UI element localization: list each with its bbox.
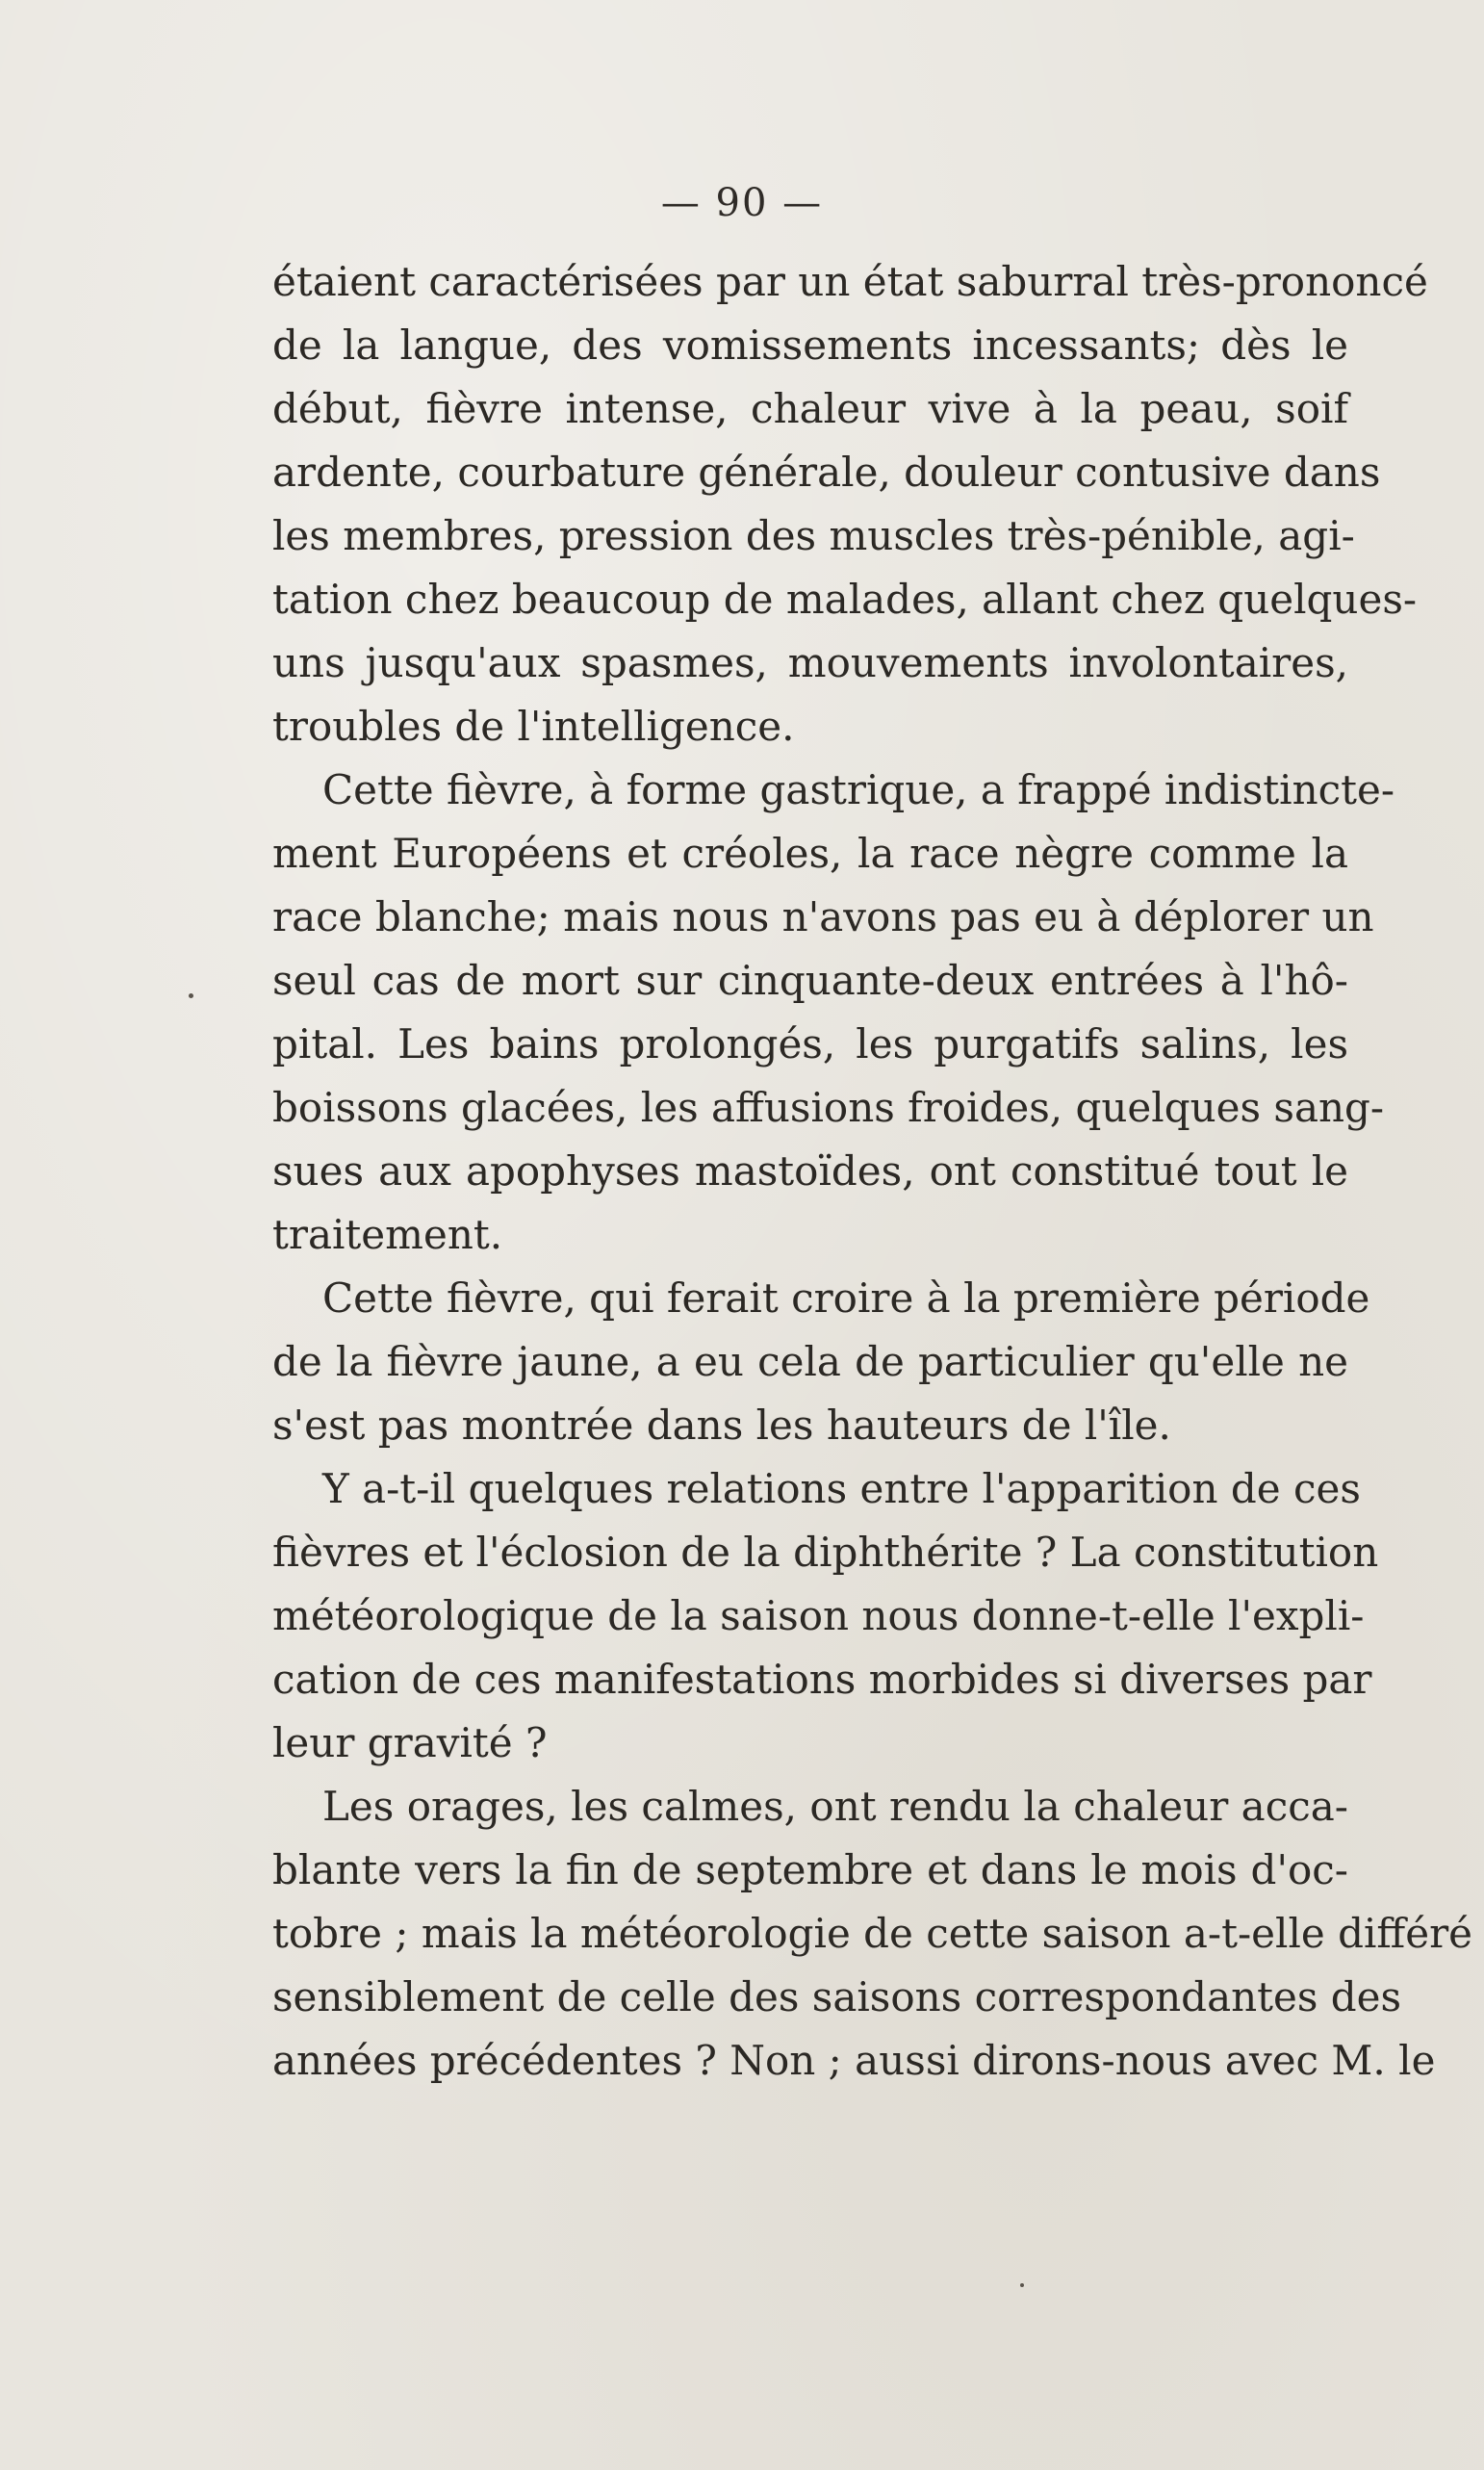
text-line: début, fièvre intense, chaleur vive à la peau, soif bbox=[272, 385, 1348, 432]
text-line: les membres, pression des muscles très-pénible, agi- bbox=[272, 512, 1355, 559]
text-line: blante vers la fin de septembre et dans le mois d'oc- bbox=[272, 1846, 1348, 1893]
paragraph-first-line: Y a-t-il quelques relations entre l'apparition de ces bbox=[322, 1465, 1361, 1512]
print-speck bbox=[1020, 2283, 1024, 2287]
paragraph-first-line: Les orages, les calmes, ont rendu la chaleur acca- bbox=[322, 1783, 1348, 1830]
text-line: sues aux apophyses mastoïdes, ont constitué tout le bbox=[272, 1147, 1348, 1195]
text-line: années précédentes ? Non ; aussi dirons-nous avec M. le bbox=[272, 2037, 1436, 2084]
text-line: seul cas de mort sur cinquante-deux entrées à l'hô- bbox=[272, 957, 1348, 1004]
text-line: ardente, courbature générale, douleur contusive dans bbox=[272, 449, 1381, 496]
text-line: tation chez beaucoup de malades, allant chez quelques- bbox=[272, 576, 1418, 623]
print-speck bbox=[189, 993, 193, 998]
body-text bbox=[272, 250, 1473, 2093]
text-line: troubles de l'intelligence. bbox=[272, 703, 795, 750]
text-line: uns jusqu'aux spasmes, mouvements involontaires, bbox=[272, 639, 1348, 686]
text-line: ment Européens et créoles, la race nègre comme la bbox=[272, 830, 1348, 877]
text-line: sensiblement de celle des saisons correspondantes des bbox=[272, 1973, 1402, 2020]
text-line: tobre ; mais la météorologie de cette saison a-t-elle différé bbox=[272, 1910, 1473, 1957]
text-line: de la fièvre jaune, a eu cela de particulier qu'elle ne bbox=[272, 1338, 1348, 1385]
text-line: boissons glacées, les affusions froides, quelques sang- bbox=[272, 1084, 1385, 1131]
text-line: météorologique de la saison nous donne-t-elle l'expli- bbox=[272, 1592, 1365, 1639]
text-line: pital. Les bains prolongés, les purgatifs salins, les bbox=[272, 1020, 1348, 1068]
text-line: de la langue, des vomissements incessants; dès le bbox=[272, 322, 1348, 369]
page-number: — 90 — bbox=[660, 181, 824, 225]
text-line: traitement. bbox=[272, 1211, 503, 1258]
text-line: race blanche; mais nous n'avons pas eu à déplorer un bbox=[272, 893, 1374, 940]
text-line: leur gravité ? bbox=[272, 1719, 548, 1766]
paragraph-first-line: Cette fièvre, à forme gastrique, a frappé indistincte- bbox=[322, 766, 1395, 813]
paragraph-first-line: Cette fièvre, qui ferait croire à la première période bbox=[322, 1274, 1370, 1322]
text-line: s'est pas montrée dans les hauteurs de l'île. bbox=[272, 1402, 1171, 1449]
text-line: fièvres et l'éclosion de la diphthérite ? La constitution bbox=[272, 1529, 1379, 1576]
text-line: étaient caractérisées par un état saburral très-prononcé bbox=[272, 258, 1428, 305]
text-line: cation de ces manifestations morbides si diverses par bbox=[272, 1656, 1372, 1703]
